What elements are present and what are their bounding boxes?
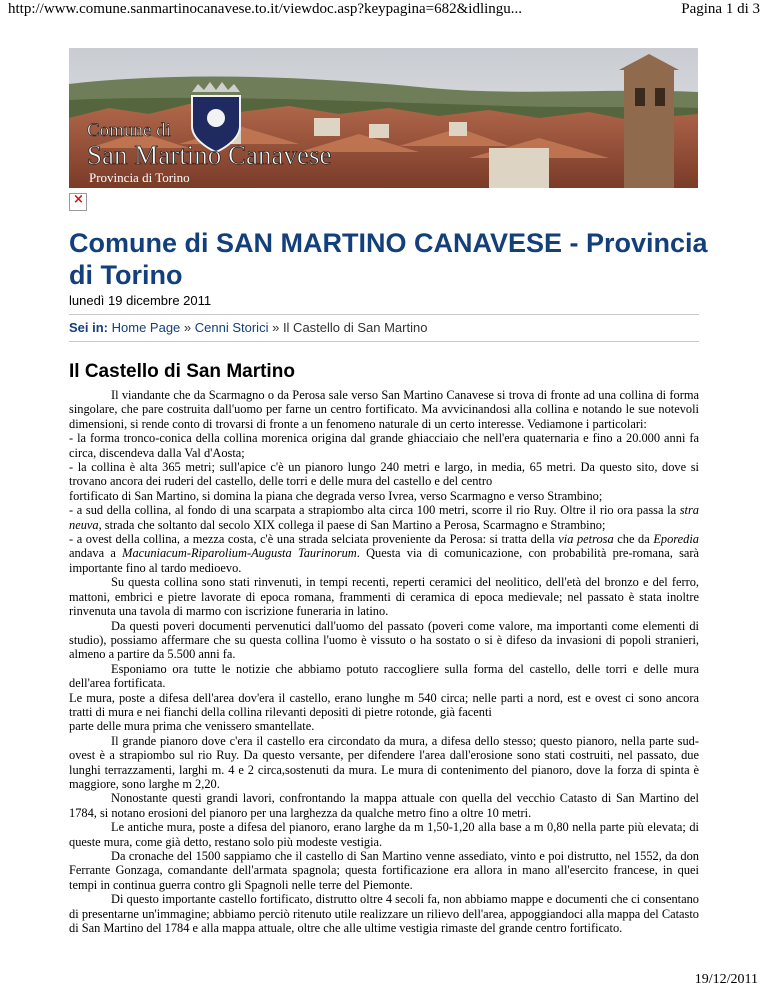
print-url: http://www.comune.sanmartinocanavese.to.it/viewdoc.asp?keypagina=682&idlingu... (8, 1, 523, 17)
banner-image (69, 48, 698, 188)
broken-image-icon: × (69, 193, 87, 211)
article-bullet: - la forma tronco-conica della collina morenica origina dal grande ghiacciaio che nell'era quaternaria e fino a 20.000 anni fa circa, discendeva dalla Val d'Aosta; (69, 431, 699, 460)
breadcrumb-separator: » (268, 320, 283, 335)
article-body (69, 388, 699, 935)
svg-text:San Martino Canavese: San Martino Canavese (87, 140, 332, 170)
breadcrumb-current: Il Castello di San Martino (282, 320, 428, 335)
article-bullet: fortificato di San Martino, si domina la piana che degrada verso Ivrea, verso Scarmagno e verso Strambino; (69, 488, 603, 503)
article-bullet: - a ovest della collina, a mezza costa, c'è una strada selciata proveniente da Perosa: si tratta della via petrosa che da Eporedia andava a Macuniacum-Riparolium-Augusta Taurinorum. Questa via di comunicazione, con probabilità pre-romana, sarà importante fino al tardo medioevo. (69, 532, 700, 575)
article-paragraph: Le mura, poste a difesa dell'area dov'era il castello, erano lunghe m 540 circa; nelle parti a nord, est e ovest ci sono ancora tratti di mura e nei fianchi della collina rilevanti depositi di pietre rotonde, già facenti (69, 690, 699, 719)
article-paragraph: Di questo importante castello fortificato, distrutto oltre 4 secoli fa, non abbiamo mappe e documenti che ci consentano di presentarne un'immagine; abbiamo perciò ritenuto utile realizzare un rilievo dell'area, appoggiandoci alla mappa del Catasto di San Martino del 1784 e alla mappa attuale, oltre che alle ultime vestigia rimaste del grande centro fortificato. (69, 892, 699, 936)
page-title: Il Castello di San Martino (69, 361, 295, 382)
article-paragraph: Il viandante che da Scarmagno o da Perosa sale verso San Martino Canavese si trova di fronte ad una collina di forma singolare, che pare costruita dall'uomo per farne un centro fortificato. Ma avvicinandosi alla collina e notando le sue notevoli dimensioni, si rende conto di trovarsi di fronte a un fenomeno naturale di un certo interesse. Vediamone i particolari: (69, 388, 699, 431)
article-paragraph: Le antiche mura, poste a difesa del pianoro, erano larghe da m 1,50-1,20 alla base a m 0,80 nella parte più elevata; di queste mura, come già detto, restano solo più modeste vestigia. (69, 820, 699, 849)
site-title: Comune di SAN MARTINO CANAVESE - Provincia di Torino (69, 228, 708, 290)
article-paragraph: Esponiamo ora tutte le notizie che abbiamo potuto raccogliere sulla forma del castello, delle torri e delle mura dell'area fortificata. (69, 661, 699, 691)
article-paragraph: parte delle mura prima che venissero smantellate. (69, 719, 315, 734)
breadcrumb-section-link[interactable]: Cenni Storici (194, 320, 269, 335)
article-paragraph: Da questi poveri documenti pervenutici dall'uomo del passato (poveri come valore, ma importanti come elementi di studio), possiamo affermare che su questa collina l'uomo è vissuto o ha sostato o si è difeso da invasioni di popoli stranieri, almeno a partire da 5.500 anni fa. (69, 618, 699, 662)
current-date: lunedì 19 dicembre 2011 (69, 293, 212, 308)
divider (69, 314, 699, 315)
breadcrumb (69, 320, 427, 335)
breadcrumb-separator: » (180, 320, 195, 335)
print-header (0, 0, 768, 22)
article-bullet: - la collina è alta 365 metri; sull'apice c'è un pianoro lungo 240 metri e largo, in media, 65 metri. Da questo sito, dove si trovano ancora dei ruderi del castello, delle torri e delle mura del castello e del centro (69, 460, 699, 489)
print-footer-date: 19/12/2011 (694, 972, 758, 987)
svg-text:Provincia di Torino: Provincia di Torino (89, 170, 190, 185)
divider (69, 341, 699, 342)
article-paragraph: Da cronache del 1500 sappiamo che il castello di San Martino venne assediato, vinto e poi distrutto, nel 1552, da don Ferrante Gonzaga, comandante dell'armata spagnola; questa fortificazione era allora in mano all'esercito francese, in quei tempi in continua guerra contro gli Spagnoli nelle terre del Piemonte. (69, 849, 699, 892)
header-banner (69, 48, 698, 188)
article-paragraph: Su questa collina sono stati rinvenuti, in tempi recenti, reperti ceramici del neolitico, dell'età del bronzo e del ferro, mattoni, embrici e pietre lavorate di epoca romana, frammenti di ceramica di epoca medievale; nel passato è stata inoltre rinvenuta una tavola di marmo con iscrizione funeraria in latino. (69, 575, 699, 619)
breadcrumb-label: Sei in: (69, 320, 109, 335)
article-paragraph: Nonostante questi grandi lavori, confrontando la mappa attuale con quella del vecchio Catasto di San Martino del 1784, si notano erosioni del pianoro per una larghezza da qualche metro fino a oltre 10 metri. (69, 791, 699, 820)
svg-text:Comune di: Comune di (87, 120, 171, 141)
article-bullet: - a sud della collina, al fondo di una scarpata a strapiombo alta circa 100 metri, scorre il rio Ruy. Oltre il rio ora passa la stra neuva, strada che soltanto dal secolo XIX collega il paese di San Martino a Perosa, Scarmagno e Strambino; (69, 503, 699, 532)
breadcrumb-home-link[interactable]: Home Page (111, 320, 181, 335)
article-paragraph: Il grande pianoro dove c'era il castello era circondato da mura, a difesa dello stesso; questo pianoro, nella parte sud-ovest è a strapiombo sul rio Ruy. Da questo versante, per difendere l'area dall'erosione sono stati costruiti, nel passato, due lunghi terrazzamenti, larghi m. 4 e 2 circa,sostenuti da mura. Le mura di contenimento del pianoro, dove la forza di spinta è maggiore, sono larghe m 2,20. (69, 733, 699, 791)
page-counter: Pagina 1 di 3 (681, 1, 760, 17)
